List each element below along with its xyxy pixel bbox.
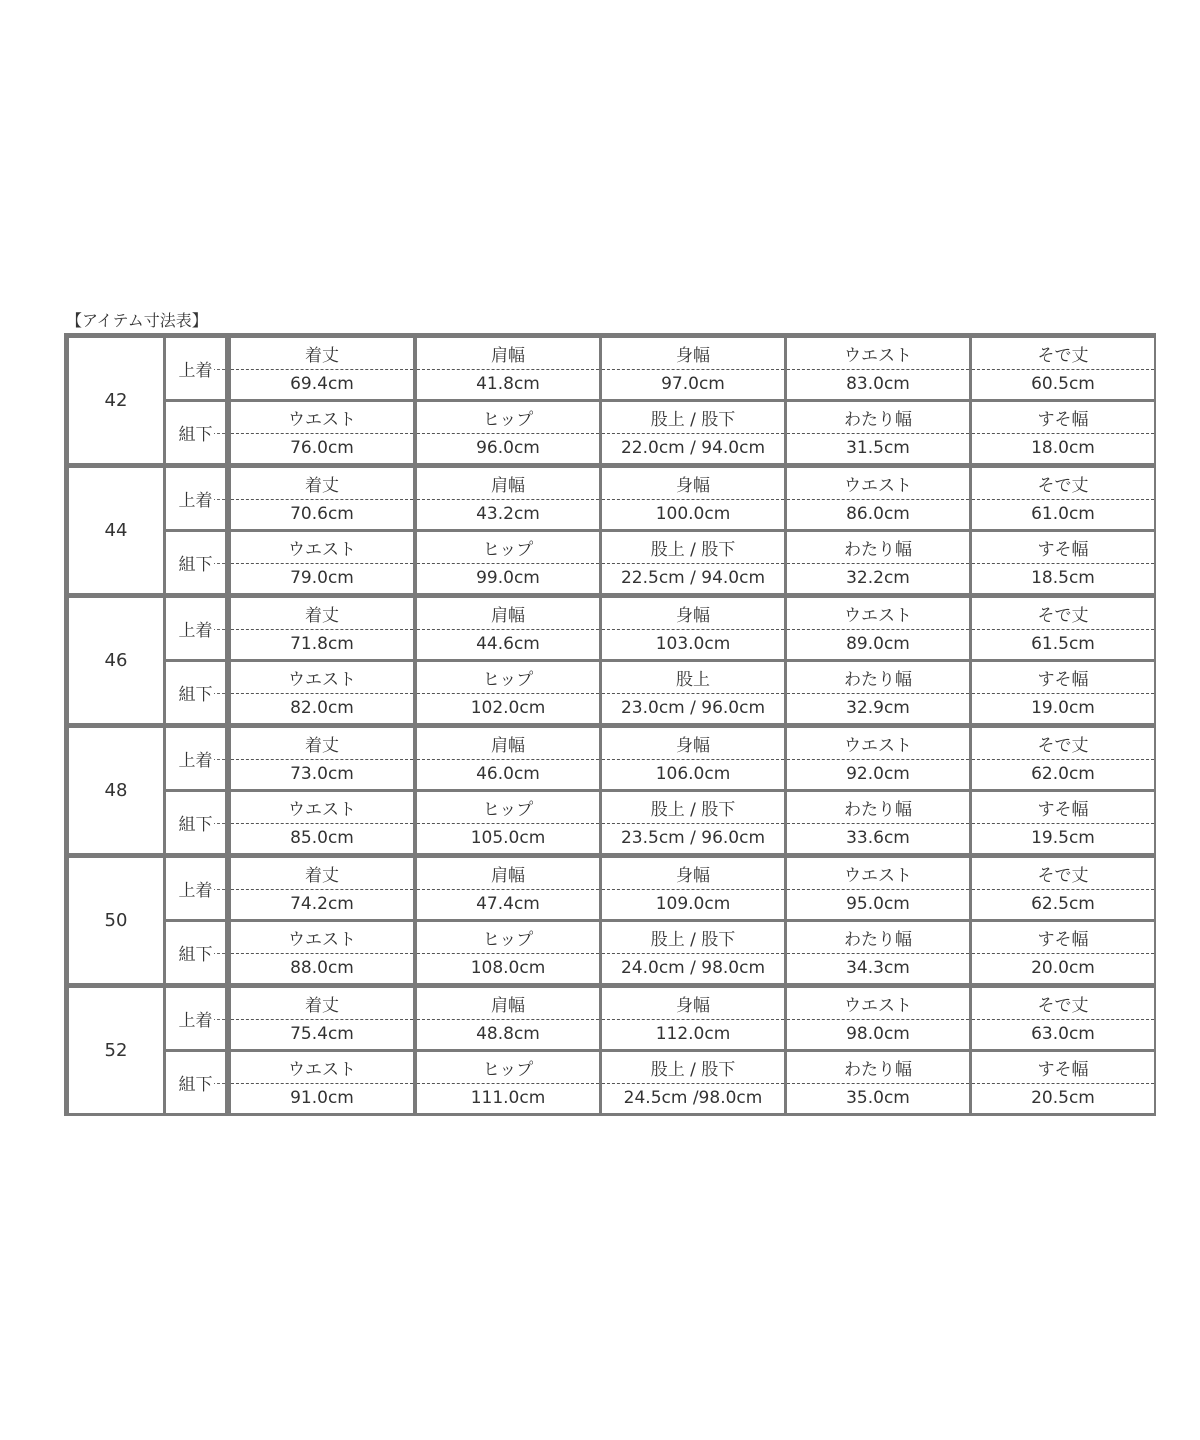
measure-value: 48.8cm bbox=[476, 1023, 540, 1044]
measure-header: そで丈 bbox=[1037, 605, 1089, 626]
measure-cell bbox=[417, 1052, 599, 1113]
measure-value: 75.4cm bbox=[290, 1023, 354, 1044]
measure-header: ウエスト bbox=[288, 669, 356, 690]
jacket-label bbox=[166, 598, 225, 659]
measure-value: 69.4cm bbox=[290, 373, 354, 394]
measure-cell bbox=[787, 532, 969, 593]
measure-cell bbox=[602, 1052, 784, 1113]
measure-value: 92.0cm bbox=[846, 763, 910, 784]
measure-header: 身幅 bbox=[676, 345, 710, 366]
measure-cell bbox=[231, 858, 413, 919]
measure-value: 61.5cm bbox=[1031, 633, 1095, 654]
measure-value: 109.0cm bbox=[655, 893, 731, 914]
measure-value: 20.5cm bbox=[1031, 1087, 1095, 1108]
measure-value: 60.5cm bbox=[1031, 373, 1095, 394]
measure-header: ウエスト bbox=[844, 345, 912, 366]
measure-cell bbox=[417, 402, 599, 463]
measure-header: すそ幅 bbox=[1037, 669, 1089, 690]
measure-cell bbox=[787, 402, 969, 463]
measure-header: わたり幅 bbox=[844, 539, 912, 560]
chart-title: 【アイテム寸法表】 bbox=[66, 311, 208, 330]
measure-header: 肩幅 bbox=[491, 735, 525, 756]
measure-value: 76.0cm bbox=[290, 437, 354, 458]
measure-header: ヒップ bbox=[482, 799, 534, 820]
measure-cell bbox=[972, 468, 1154, 529]
measure-header: そで丈 bbox=[1037, 475, 1089, 496]
part-label-text: 組下 bbox=[178, 680, 214, 705]
measure-header: ヒップ bbox=[482, 1059, 534, 1080]
trousers-label bbox=[166, 532, 225, 593]
measure-value: 74.2cm bbox=[290, 893, 354, 914]
measure-value: 31.5cm bbox=[846, 437, 910, 458]
part-label-text: 上着 bbox=[178, 1006, 214, 1031]
measure-value: 82.0cm bbox=[290, 697, 354, 718]
measure-cell bbox=[972, 858, 1154, 919]
measure-header: わたり幅 bbox=[844, 929, 912, 950]
measure-cell bbox=[417, 598, 599, 659]
measure-cell bbox=[231, 468, 413, 529]
measure-header: 着丈 bbox=[305, 995, 339, 1016]
measure-cell bbox=[787, 598, 969, 659]
measure-value: 32.9cm bbox=[846, 697, 910, 718]
measure-cell bbox=[787, 468, 969, 529]
measure-cell bbox=[231, 988, 413, 1049]
measure-value: 23.5cm / 96.0cm bbox=[620, 827, 766, 848]
trousers-label bbox=[166, 1052, 225, 1113]
measure-value: 85.0cm bbox=[290, 827, 354, 848]
measure-header: 肩幅 bbox=[491, 475, 525, 496]
measure-value: 108.0cm bbox=[470, 957, 546, 978]
measure-cell bbox=[231, 1052, 413, 1113]
measure-cell bbox=[972, 598, 1154, 659]
measure-cell bbox=[972, 532, 1154, 593]
measure-header: 身幅 bbox=[676, 735, 710, 756]
measure-value: 73.0cm bbox=[290, 763, 354, 784]
measure-value: 43.2cm bbox=[476, 503, 540, 524]
measure-cell bbox=[417, 792, 599, 853]
measure-cell bbox=[972, 338, 1154, 399]
measure-value: 35.0cm bbox=[846, 1087, 910, 1108]
measure-value: 102.0cm bbox=[470, 697, 546, 718]
measure-value: 70.6cm bbox=[290, 503, 354, 524]
measure-header: ウエスト bbox=[288, 929, 356, 950]
measure-value: 95.0cm bbox=[846, 893, 910, 914]
measure-header: ウエスト bbox=[844, 995, 912, 1016]
measure-header: 身幅 bbox=[676, 865, 710, 886]
measure-value: 19.0cm bbox=[1031, 697, 1095, 718]
measure-value: 47.4cm bbox=[476, 893, 540, 914]
measure-header: すそ幅 bbox=[1037, 799, 1089, 820]
size-block bbox=[69, 858, 1151, 983]
measure-cell bbox=[231, 662, 413, 723]
measure-cell bbox=[417, 662, 599, 723]
measure-cell bbox=[231, 402, 413, 463]
measure-cell bbox=[231, 532, 413, 593]
size-label: 46 bbox=[69, 598, 163, 723]
measure-cell bbox=[972, 402, 1154, 463]
measure-cell bbox=[231, 792, 413, 853]
measure-header: すそ幅 bbox=[1037, 929, 1089, 950]
measure-header: ヒップ bbox=[482, 929, 534, 950]
measure-header: ヒップ bbox=[482, 539, 534, 560]
part-label-text: 上着 bbox=[178, 616, 214, 641]
measure-header: ウエスト bbox=[288, 1059, 356, 1080]
part-label-text: 組下 bbox=[178, 810, 214, 835]
measure-header: 肩幅 bbox=[491, 995, 525, 1016]
measure-value: 86.0cm bbox=[846, 503, 910, 524]
measure-cell bbox=[787, 988, 969, 1049]
measure-value: 79.0cm bbox=[290, 567, 354, 588]
measure-header: ウエスト bbox=[844, 605, 912, 626]
measure-cell bbox=[602, 468, 784, 529]
part-label-text: 上着 bbox=[178, 746, 214, 771]
jacket-label bbox=[166, 338, 225, 399]
measure-value: 105.0cm bbox=[470, 827, 546, 848]
measure-value: 19.5cm bbox=[1031, 827, 1095, 848]
jacket-label bbox=[166, 468, 225, 529]
size-block bbox=[69, 728, 1151, 853]
measure-header: 股上 / 股下 bbox=[650, 799, 736, 820]
measure-value: 61.0cm bbox=[1031, 503, 1095, 524]
measure-header: 肩幅 bbox=[491, 605, 525, 626]
part-label-text: 上着 bbox=[178, 356, 214, 381]
measure-header: わたり幅 bbox=[844, 409, 912, 430]
jacket-label bbox=[166, 988, 225, 1049]
measure-value: 24.5cm /98.0cm bbox=[623, 1087, 763, 1108]
measure-value: 99.0cm bbox=[476, 567, 540, 588]
measure-value: 18.0cm bbox=[1031, 437, 1095, 458]
jacket-label bbox=[166, 728, 225, 789]
size-label: 48 bbox=[69, 728, 163, 853]
measure-header: すそ幅 bbox=[1037, 539, 1089, 560]
measure-header: そで丈 bbox=[1037, 345, 1089, 366]
measure-header: わたり幅 bbox=[844, 669, 912, 690]
measure-header: 身幅 bbox=[676, 605, 710, 626]
measure-value: 89.0cm bbox=[846, 633, 910, 654]
measure-cell bbox=[972, 988, 1154, 1049]
size-block bbox=[69, 988, 1151, 1113]
trousers-label bbox=[166, 792, 225, 853]
measure-header: すそ幅 bbox=[1037, 1059, 1089, 1080]
measure-header: わたり幅 bbox=[844, 799, 912, 820]
measure-header: 着丈 bbox=[305, 865, 339, 886]
measure-cell bbox=[972, 792, 1154, 853]
measure-value: 71.8cm bbox=[290, 633, 354, 654]
measure-header: ウエスト bbox=[288, 539, 356, 560]
measure-value: 44.6cm bbox=[476, 633, 540, 654]
measure-value: 103.0cm bbox=[655, 633, 731, 654]
part-label-text: 組下 bbox=[178, 420, 214, 445]
size-label: 52 bbox=[69, 988, 163, 1113]
measure-cell bbox=[417, 922, 599, 983]
measure-header: 着丈 bbox=[305, 605, 339, 626]
measure-header: そで丈 bbox=[1037, 995, 1089, 1016]
measure-value: 98.0cm bbox=[846, 1023, 910, 1044]
measure-value: 83.0cm bbox=[846, 373, 910, 394]
size-label: 42 bbox=[69, 338, 163, 463]
measure-header: 股上 / 股下 bbox=[650, 1059, 736, 1080]
measure-cell bbox=[787, 338, 969, 399]
size-chart-table bbox=[64, 333, 1156, 1116]
measure-value: 91.0cm bbox=[290, 1087, 354, 1108]
measure-cell bbox=[602, 728, 784, 789]
measure-value: 88.0cm bbox=[290, 957, 354, 978]
measure-cell bbox=[602, 598, 784, 659]
measure-value: 22.5cm / 94.0cm bbox=[620, 567, 766, 588]
part-label-text: 上着 bbox=[178, 486, 214, 511]
measure-cell bbox=[602, 792, 784, 853]
measure-value: 106.0cm bbox=[655, 763, 731, 784]
measure-cell bbox=[231, 598, 413, 659]
trousers-label bbox=[166, 402, 225, 463]
part-label-text: 組下 bbox=[178, 940, 214, 965]
measure-cell bbox=[787, 922, 969, 983]
trousers-label bbox=[166, 662, 225, 723]
measure-cell bbox=[972, 662, 1154, 723]
measure-header: 股上 / 股下 bbox=[650, 409, 736, 430]
measure-cell bbox=[972, 1052, 1154, 1113]
measure-header: そで丈 bbox=[1037, 735, 1089, 756]
jacket-label bbox=[166, 858, 225, 919]
measure-header: ウエスト bbox=[288, 799, 356, 820]
measure-cell bbox=[787, 728, 969, 789]
measure-cell bbox=[602, 858, 784, 919]
measure-cell bbox=[602, 532, 784, 593]
measure-cell bbox=[602, 662, 784, 723]
measure-value: 62.0cm bbox=[1031, 763, 1095, 784]
measure-cell bbox=[787, 858, 969, 919]
measure-cell bbox=[417, 468, 599, 529]
measure-cell bbox=[231, 338, 413, 399]
size-block bbox=[69, 338, 1151, 463]
measure-value: 23.0cm / 96.0cm bbox=[620, 697, 766, 718]
measure-header: 肩幅 bbox=[491, 345, 525, 366]
measure-header: ウエスト bbox=[844, 475, 912, 496]
measure-header: 着丈 bbox=[305, 345, 339, 366]
measure-header: 身幅 bbox=[676, 995, 710, 1016]
measure-value: 46.0cm bbox=[476, 763, 540, 784]
measure-cell bbox=[602, 402, 784, 463]
measure-value: 41.8cm bbox=[476, 373, 540, 394]
measure-value: 20.0cm bbox=[1031, 957, 1095, 978]
measure-value: 97.0cm bbox=[661, 373, 725, 394]
measure-cell bbox=[417, 532, 599, 593]
measure-header: 着丈 bbox=[305, 475, 339, 496]
measure-value: 18.5cm bbox=[1031, 567, 1095, 588]
size-label: 44 bbox=[69, 468, 163, 593]
measure-header: ウエスト bbox=[288, 409, 356, 430]
measure-value: 22.0cm / 94.0cm bbox=[620, 437, 766, 458]
measure-cell bbox=[231, 728, 413, 789]
measure-cell bbox=[417, 728, 599, 789]
measure-cell bbox=[972, 922, 1154, 983]
measure-header: ウエスト bbox=[844, 865, 912, 886]
size-label: 50 bbox=[69, 858, 163, 983]
measure-cell bbox=[787, 1052, 969, 1113]
measure-header: 着丈 bbox=[305, 735, 339, 756]
trousers-label bbox=[166, 922, 225, 983]
measure-header: 身幅 bbox=[676, 475, 710, 496]
size-block bbox=[69, 468, 1151, 593]
measure-value: 111.0cm bbox=[470, 1087, 546, 1108]
measure-cell bbox=[602, 988, 784, 1049]
measure-value: 32.2cm bbox=[846, 567, 910, 588]
measure-header: 肩幅 bbox=[491, 865, 525, 886]
measure-value: 34.3cm bbox=[846, 957, 910, 978]
measure-value: 112.0cm bbox=[655, 1023, 731, 1044]
measure-value: 63.0cm bbox=[1031, 1023, 1095, 1044]
measure-header: わたり幅 bbox=[844, 1059, 912, 1080]
measure-cell bbox=[972, 728, 1154, 789]
measure-cell bbox=[417, 338, 599, 399]
measure-value: 100.0cm bbox=[655, 503, 731, 524]
measure-cell bbox=[787, 792, 969, 853]
part-label-text: 組下 bbox=[178, 550, 214, 575]
measure-value: 96.0cm bbox=[476, 437, 540, 458]
size-block bbox=[69, 598, 1151, 723]
measure-header: ヒップ bbox=[482, 669, 534, 690]
measure-value: 24.0cm / 98.0cm bbox=[620, 957, 766, 978]
measure-header: ヒップ bbox=[482, 409, 534, 430]
measure-header: 股上 / 股下 bbox=[650, 539, 736, 560]
measure-cell bbox=[231, 922, 413, 983]
part-label-text: 上着 bbox=[178, 876, 214, 901]
measure-cell bbox=[602, 338, 784, 399]
measure-header: 股上 / 股下 bbox=[650, 929, 736, 950]
measure-cell bbox=[602, 922, 784, 983]
measure-value: 33.6cm bbox=[846, 827, 910, 848]
measure-cell bbox=[417, 858, 599, 919]
measure-header: すそ幅 bbox=[1037, 409, 1089, 430]
measure-cell bbox=[417, 988, 599, 1049]
part-label-text: 組下 bbox=[178, 1070, 214, 1095]
measure-header: 股上 bbox=[676, 669, 710, 690]
measure-header: ウエスト bbox=[844, 735, 912, 756]
measure-header: そで丈 bbox=[1037, 865, 1089, 886]
measure-value: 62.5cm bbox=[1031, 893, 1095, 914]
measure-cell bbox=[787, 662, 969, 723]
